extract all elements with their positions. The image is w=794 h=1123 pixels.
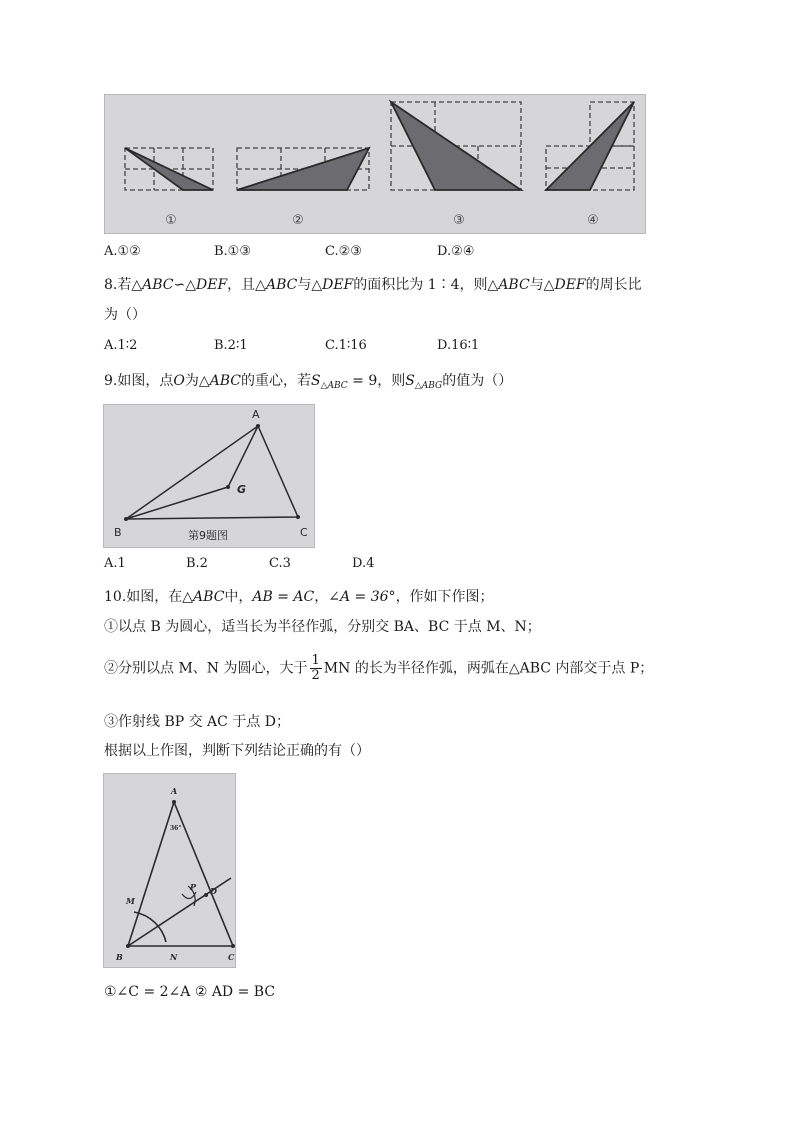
q10-label-angle: 36°	[170, 825, 182, 832]
q9-label-b: B	[114, 526, 122, 539]
q7-option-c: C.②③	[325, 244, 362, 259]
q7-figure	[104, 94, 646, 234]
q9-label-g: G	[237, 483, 247, 496]
q10-step2: ②分别以点 M、N 为圆心，大于 $\frac{1}{2}$ MN 的长为半径作弧，两弧在△ABC 内部交于点 P；	[104, 653, 654, 683]
q9-stem: 9.如图，点O为△ABC的重心，若$S_{\triangle ABC} = 9$，则$S_{\triangle ABG}$的值为（）	[104, 373, 513, 391]
fraction-one-half: $\frac{1}{2}$	[311, 653, 320, 683]
q9-label-a: A	[252, 408, 260, 421]
q7-label-2: ②	[292, 213, 304, 228]
q10-conclusion: ①∠C = 2∠A ② AD = BC	[104, 984, 276, 1000]
q9-option-d: D.4	[352, 556, 375, 571]
q8-option-a: A.1∶2	[104, 338, 138, 353]
q10-step1: ①以点 B 为圆心，适当长为半径作弧，分别交 BA、BC 于点 M、N；	[104, 619, 541, 635]
q9-option-a: A.1	[104, 556, 126, 571]
q10-figure-svg	[104, 774, 235, 967]
q7-option-d: D.②④	[437, 244, 475, 259]
q7-label-3: ③	[453, 213, 465, 228]
q8-stem-line2: 为（）	[104, 307, 146, 323]
q8-option-b: B.2∶1	[214, 338, 248, 353]
q9-label-c: C	[300, 526, 308, 539]
q10-figure	[103, 773, 236, 968]
q7-option-a: A.①②	[104, 244, 141, 259]
q10-judge: 根据以上作图，判断下列结论正确的有（）	[104, 743, 370, 759]
q7-label-1: ①	[165, 213, 177, 228]
q9-figure-svg	[104, 405, 314, 547]
q7-option-b: B.①③	[214, 244, 251, 259]
q7-figure-svg	[105, 95, 645, 233]
q10-label-d: D	[210, 886, 217, 896]
q8-option-d: D.16∶1	[437, 338, 480, 353]
q10-label-m: M	[126, 896, 135, 906]
q10-label-c: C	[228, 952, 235, 962]
q7-label-4: ④	[587, 213, 599, 228]
q9-option-c: C.3	[269, 556, 291, 571]
q9-figure	[103, 404, 315, 548]
q10-label-b: B	[116, 952, 123, 962]
q10-step3: ③作射线 BP 交 AC 于点 D；	[104, 714, 291, 730]
q8-option-c: C.1∶16	[325, 338, 367, 353]
q10-stem: 10.如图，在△ABC中，AB = AC，∠A = 36°，作如下作图；	[104, 589, 494, 605]
q10-label-n: N	[170, 952, 178, 962]
q9-option-b: B.2	[186, 556, 208, 571]
q8-stem-line1: 8.若△ABC∽△DEF，且△ABC与△DEF的面积比为 1∶4，则△ABC与△DEF的周长比	[104, 277, 642, 293]
q9-caption: 第9题图	[188, 529, 228, 542]
q10-label-a: A	[171, 786, 178, 796]
q10-label-p: P	[190, 882, 197, 892]
